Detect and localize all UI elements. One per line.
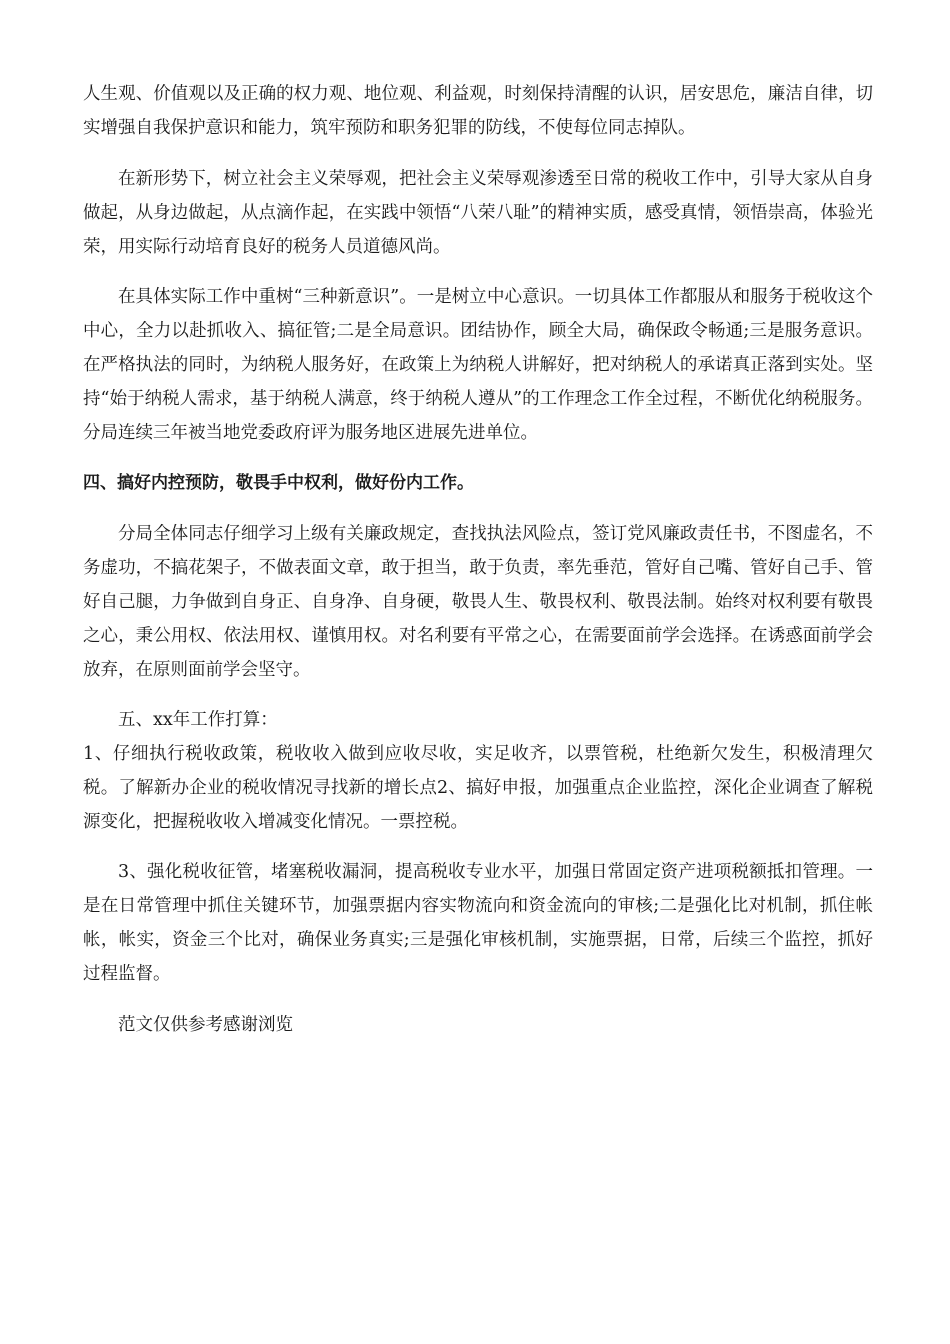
document-page bbox=[83, 77, 873, 1042]
footer-note: 范文仅供参考感谢浏览 bbox=[118, 1015, 293, 1035]
section-heading-five: 五、xx年工作打算： bbox=[118, 710, 278, 730]
paragraph-honor-shame: 在新形势下，树立社会主义荣辱观，把社会主义荣辱观渗透至日常的税收工作中，引导大家从自身做起，从身边做起，从点滴作起，在实践中领悟“八荣八耻”的精神实质，感受真情，领悟崇高，体验光荣，用实际行动培育良好的税务人员道德风尚。 bbox=[83, 169, 873, 257]
section-heading-four: 四、搞好内控预防，敬畏手中权利，做好份内工作。 bbox=[83, 473, 474, 493]
paragraph-plan-item-3: 3、强化税收征管，堵塞税收漏洞，提高税收专业水平，加强日常固定资产进项税额抵扣管理。一是在日常管理中抓住关键环节，加强票据内容实物流向和资金流向的审核;二是强化比对机制，抓住帐帐，帐实，资金三个比对，确保业务真实;三是强化审核机制，实施票据，日常，后续三个监控，抓好过程监督。 bbox=[83, 862, 873, 984]
paragraph-integrity: 分局全体同志仔细学习上级有关廉政规定，查找执法风险点，签订党风廉政责任书，不图虚名，不务虚功，不搞花架子，不做表面文章，敢于担当，敢于负责，率先垂范，管好自己嘴、管好自己手、管好自己腿，力争做到自身正、自身净、自身硬，敬畏人生、敬畏权利、敬畏法制。始终对权利要有敬畏之心，秉公用权、依法用权、谨慎用权。对名利要有平常之心，在需要面前学会选择。在诱惑面前学会放弃，在原则面前学会坚守。 bbox=[83, 524, 873, 680]
paragraph-plan-item-1: 1、仔细执行税收政策，税收收入做到应收尽收，实足收齐，以票管税，杜绝新欠发生，积极清理欠税。了解新办企业的税收情况寻找新的增长点2、搞好申报，加强重点企业监控，深化企业调查了解税源变化，把握税收收入增减变化情况。一票控税。 bbox=[83, 744, 873, 832]
paragraph-self-discipline: 人生观、价值观以及正确的权力观、地位观、利益观，时刻保持清醒的认识，居安思危，廉洁自律，切实增强自我保护意识和能力，筑牢预防和职务犯罪的防线，不使每位同志掉队。 bbox=[83, 84, 873, 138]
paragraph-three-awareness: 在具体实际工作中重树“三种新意识”。一是树立中心意识。一切具体工作都服从和服务于税收这个中心，全力以赴抓收入、搞征管;二是全局意识。团结协作，顾全大局，确保政令畅通;三是服务意识。在严格执法的同时，为纳税人服务好，在政策上为纳税人讲解好，把对纳税人的承诺真正落到实处。坚持“始于纳税人需求，基于纳税人满意，终于纳税人遵从”的工作理念工作全过程，不断优化纳税服务。分局连续三年被当地党委政府评为服务地区进展先进单位。 bbox=[83, 287, 873, 443]
